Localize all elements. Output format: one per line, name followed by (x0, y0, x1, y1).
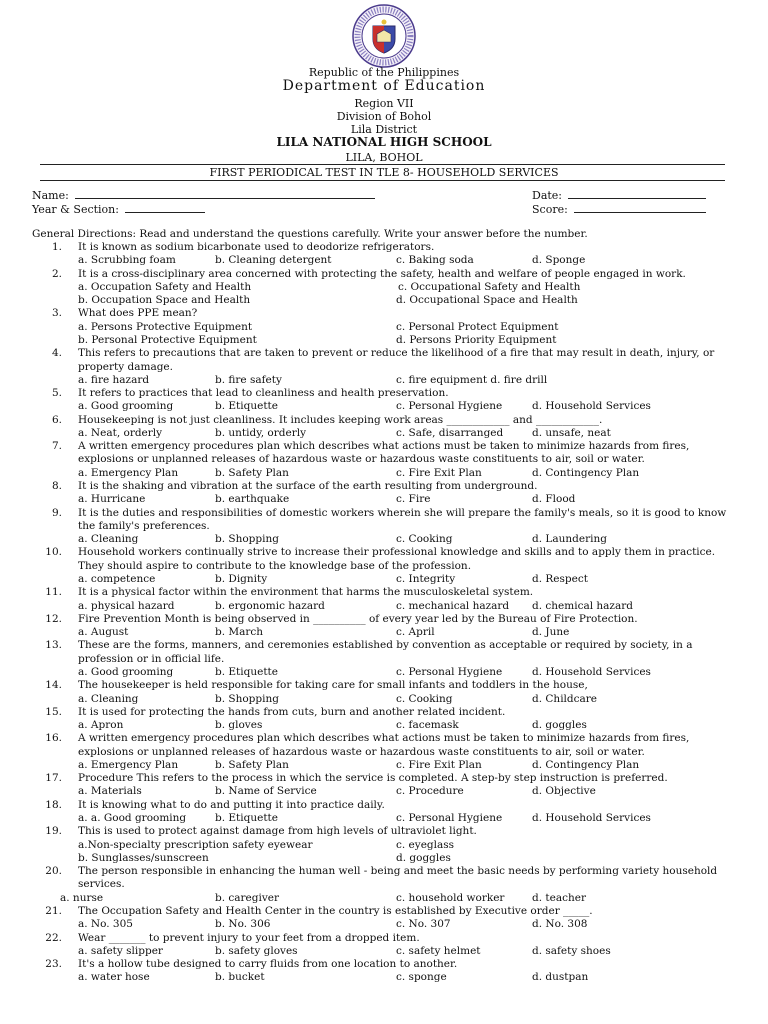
answer-option: c. Personal Hygiene (396, 400, 503, 412)
answer-option: d. safety shoes (532, 945, 611, 957)
question-number: 17. (45, 772, 62, 784)
header-division: Division of Bohol (336, 110, 432, 123)
answer-option: c. safety helmet (396, 945, 481, 957)
question-text (0, 639, 768, 651)
answer-option: d. Flood (532, 493, 576, 505)
answer-option: d. Contingency Plan (532, 467, 640, 479)
question-line: The Occupation Safety and Health Center in the country is established by Executive order _____. (78, 905, 593, 917)
question-number: 13. (45, 639, 62, 651)
question-number: 6. (51, 414, 62, 426)
question-text (0, 268, 768, 280)
question-text (0, 905, 768, 917)
question-text-continued (0, 653, 768, 665)
answer-option: c. Personal Hygiene (396, 812, 503, 824)
answer-option: a. water hose (78, 971, 150, 983)
question-line: The housekeeper is held responsible for taking care for small infants and toddlers in the house, (78, 679, 588, 691)
answer-option: a. Good grooming (78, 400, 174, 412)
question-number: 7. (51, 440, 62, 452)
answer-option: a. competence (78, 573, 156, 585)
answer-option: d. Contingency Plan (532, 759, 640, 771)
answer-option: a. safety slipper (78, 945, 163, 957)
question-text-continued (0, 746, 768, 758)
question-number: 18. (45, 799, 62, 811)
answer-option: c. household worker (396, 892, 505, 904)
answer-option: b. gloves (215, 719, 263, 731)
question-line: It is knowing what to do and putting it into practice daily. (78, 799, 385, 811)
answer-option: d. Objective (532, 785, 596, 797)
question-number: 22. (45, 932, 62, 944)
answer-option: c. mechanical hazard (396, 600, 510, 612)
name-field[interactable] (32, 188, 375, 202)
header-divider (40, 164, 725, 165)
answer-option: a. No. 305 (78, 918, 133, 930)
answer-option: c. No. 307 (396, 918, 451, 930)
answer-option: b. Etiquette (215, 812, 278, 824)
question-text (0, 307, 768, 319)
answer-option: c. Occupational Safety and Health (398, 281, 581, 293)
answer-option: d. Laundering (532, 533, 607, 545)
question-number: 3. (51, 307, 62, 319)
question-number: 4. (51, 347, 62, 359)
answer-option: c. Cooking (396, 693, 453, 705)
answer-option: c. Fire Exit Plan (396, 467, 482, 479)
answer-option: c. April (396, 626, 435, 638)
answer-option: b. Name of Service (215, 785, 317, 797)
question-number: 23. (45, 958, 62, 970)
question-line: It's a hollow tube designed to carry fluids from one location to another. (78, 958, 458, 970)
answer-option: c. Procedure (396, 785, 464, 797)
answer-option: d. dustpan (532, 971, 589, 983)
answer-option: c. Personal Protect Equipment (396, 321, 559, 333)
answer-option: b. caregiver (215, 892, 280, 904)
question-line: It is known as sodium bicarbonate used to deodorize refrigerators. (78, 241, 435, 253)
answer-option: a. Cleaning (78, 693, 139, 705)
answer-option: b. fire safety (215, 374, 282, 386)
year-section-blank[interactable] (125, 202, 205, 213)
general-directions: General Directions: Read and understand the questions carefully. Write your answer before the number. (32, 228, 588, 240)
answer-option: b. bucket (215, 971, 265, 983)
answer-option: a. Emergency Plan (78, 759, 179, 771)
answer-option: b. Shopping (215, 693, 279, 705)
answer-option: d. Household Services (532, 400, 651, 412)
question-text-continued (0, 520, 768, 532)
question-number: 5. (51, 387, 62, 399)
question-text (0, 613, 768, 625)
question-line: This is used to protect against damage from high levels of ultraviolet light. (78, 825, 477, 837)
question-line: The person responsible in enhancing the human well - being and meet the basic needs by performing variety household (78, 865, 718, 877)
answer-option: a. Apron (78, 719, 124, 731)
answer-option: d. unsafe, neat (532, 427, 611, 439)
score-blank[interactable] (574, 202, 706, 213)
answer-option: d. June (532, 626, 570, 638)
question-text (0, 958, 768, 970)
question-text (0, 241, 768, 253)
answer-option: c. eyeglass (396, 839, 455, 851)
answer-option: c. Baking soda (396, 254, 474, 266)
question-line: Fire Prevention Month is being observed in __________ of every year led by the Bureau of Fire Protection. (78, 613, 638, 625)
question-text (0, 586, 768, 598)
date-label: Date: (532, 189, 563, 202)
question-line: They should aspire to contribute to the knowledge base of the profession. (78, 560, 472, 572)
question-text (0, 732, 768, 744)
answer-option: b. March (215, 626, 264, 638)
question-number: 19. (45, 825, 62, 837)
answer-option: d. chemical hazard (532, 600, 633, 612)
answer-option: c. Fire (396, 493, 431, 505)
answer-option: b. safety gloves (215, 945, 298, 957)
question-line: These are the forms, manners, and ceremonies established by convention as acceptable or required by society, in a (78, 639, 693, 651)
score-label: Score: (532, 203, 568, 216)
answer-option: b. Sunglasses/sunscreen (78, 852, 209, 864)
question-number: 20. (45, 865, 62, 877)
year-section-field[interactable] (32, 202, 205, 216)
answer-option: a. nurse (60, 892, 104, 904)
answer-option: a.Non-specialty prescription safety eyewear (78, 839, 313, 851)
question-line: What does PPE mean? (78, 307, 198, 319)
answer-option: a. Persons Protective Equipment (78, 321, 253, 333)
answer-option: d. goggles (396, 852, 451, 864)
question-number: 1. (51, 241, 62, 253)
answer-option: c. facemask (396, 719, 459, 731)
answer-option: d. teacher (532, 892, 586, 904)
answer-option: d. No. 308 (532, 918, 588, 930)
question-line: explosions or unplanned releases of hazardous waste or hazardous waste constituents to air, soil or water. (78, 453, 645, 465)
question-text-continued (0, 878, 768, 890)
question-line: It is a physical factor within the environment that harms the musculoskeletal system. (78, 586, 534, 598)
answer-option: d. Household Services (532, 666, 651, 678)
answer-option: c. Personal Hygiene (396, 666, 503, 678)
score-field[interactable] (532, 202, 706, 216)
question-number: 16. (45, 732, 62, 744)
answer-option: a. fire hazard (78, 374, 150, 386)
header-district: Lila District (350, 123, 418, 136)
answer-option: d. Household Services (532, 812, 651, 824)
question-line: It refers to practices that lead to cleanliness and health preservation. (78, 387, 449, 399)
question-text (0, 799, 768, 811)
answer-option: d. Childcare (532, 693, 598, 705)
name-label: Name: (32, 189, 69, 202)
year-section-label: Year & Section: (32, 203, 119, 216)
deped-seal-icon (352, 4, 416, 68)
question-number: 15. (45, 706, 62, 718)
question-text (0, 480, 768, 492)
header-republic: Republic of the Philippines (308, 66, 460, 79)
answer-option: b. Personal Protective Equipment (78, 334, 257, 346)
answer-option: c. Cooking (396, 533, 453, 545)
answer-option: d. Occupational Space and Health (396, 294, 578, 306)
question-text (0, 865, 768, 877)
answer-option: c. Integrity (396, 573, 456, 585)
header-region: Region VII (354, 97, 414, 110)
question-text (0, 772, 768, 784)
question-line: It is a cross-disciplinary area concerned with protecting the safety, health and welfare of people engaged in work. (78, 268, 686, 280)
answer-option: a. Materials (78, 785, 142, 797)
answer-option: a. Good grooming (78, 666, 174, 678)
question-text (0, 414, 768, 426)
test-title: FIRST PERIODICAL TEST IN TLE 8- HOUSEHOLD SERVICES (209, 166, 559, 179)
title-divider (40, 180, 725, 181)
answer-option: b. Etiquette (215, 666, 278, 678)
answer-option: a. Emergency Plan (78, 467, 179, 479)
question-text (0, 347, 768, 359)
answer-option: b. Cleaning detergent (215, 254, 332, 266)
answer-option: a. physical hazard (78, 600, 175, 612)
question-number: 8. (51, 480, 62, 492)
question-line: explosions or unplanned releases of hazardous waste or hazardous waste constituents to air, soil or water. (78, 746, 645, 758)
question-line: Household workers continually strive to increase their professional knowledge and skills and to apply them in practice. (78, 546, 716, 558)
answer-option: b. Safety Plan (215, 467, 289, 479)
answer-option: c. Safe, disarranged (396, 427, 504, 439)
header-school: LILA NATIONAL HIGH SCHOOL (276, 135, 492, 149)
question-text (0, 706, 768, 718)
answer-option: d. Persons Priority Equipment (396, 334, 557, 346)
question-line: It is used for protecting the hands from cuts, burn and another related incident. (78, 706, 506, 718)
question-line: A written emergency procedures plan which describes what actions must be taken to minimize hazards from fires, (78, 440, 690, 452)
date-field[interactable] (532, 188, 706, 202)
answer-option: a. Hurricane (78, 493, 146, 505)
answer-option: c. sponge (396, 971, 447, 983)
question-number: 9. (51, 507, 62, 519)
answer-option: b. No. 306 (215, 918, 271, 930)
answer-option: c. fire equipment d. fire drill (396, 374, 548, 386)
question-text-continued (0, 361, 768, 373)
question-text-continued (0, 560, 768, 572)
question-text (0, 679, 768, 691)
question-line: Housekeeping is not just cleanliness. It includes keeping work areas ____________ and ____________. (78, 414, 603, 426)
question-number: 21. (45, 905, 62, 917)
question-text (0, 387, 768, 399)
answer-option: b. Shopping (215, 533, 279, 545)
question-line: It is the shaking and vibration at the surface of the earth resulting from underground. (78, 480, 538, 492)
question-line: the family's preferences. (78, 520, 210, 532)
question-number: 2. (51, 268, 62, 280)
question-line: Procedure This refers to the process in which the service is completed. A step-by step instruction is preferred. (78, 772, 668, 784)
answer-option: c. Fire Exit Plan (396, 759, 482, 771)
question-number: 11. (45, 586, 62, 598)
header-department: Department of Education (282, 78, 486, 94)
answer-option: a. Scrubbing foam (78, 254, 176, 266)
question-line: services. (78, 878, 125, 890)
answer-option: d. goggles (532, 719, 587, 731)
date-blank[interactable] (568, 188, 706, 199)
answer-option: d. Respect (532, 573, 588, 585)
answer-option: a. Cleaning (78, 533, 139, 545)
question-line: It is the duties and responsibilities of domestic workers wherein she will prepare the family's meals, so it is good to know (78, 507, 727, 519)
answer-option: b. Occupation Space and Health (78, 294, 251, 306)
question-line: Wear _______ to prevent injury to your feet from a dropped item. (78, 932, 420, 944)
answer-option: a. a. Good grooming (78, 812, 187, 824)
question-line: A written emergency procedures plan which describes what actions must be taken to minimize hazards from fires, (78, 732, 690, 744)
question-number: 12. (45, 613, 62, 625)
answer-option: b. earthquake (215, 493, 290, 505)
answer-option: b. Etiquette (215, 400, 278, 412)
answer-option: b. Dignity (215, 573, 268, 585)
name-blank[interactable] (75, 188, 375, 199)
question-line: property damage. (78, 361, 173, 373)
answer-option: a. Neat, orderly (78, 427, 163, 439)
question-line: This refers to precautions that are taken to prevent or reduce the likelihood of a fire that may result in death, injury, or (78, 347, 715, 359)
question-number: 10. (45, 546, 62, 558)
question-number: 14. (45, 679, 62, 691)
answer-option: a. August (78, 626, 129, 638)
question-text (0, 440, 768, 452)
question-text (0, 507, 768, 519)
question-text (0, 932, 768, 944)
answer-option: b. untidy, orderly (215, 427, 307, 439)
question-text-continued (0, 453, 768, 465)
answer-option: b. Safety Plan (215, 759, 289, 771)
answer-option: b. ergonomic hazard (215, 600, 325, 612)
header-location: LILA, BOHOL (345, 151, 423, 164)
question-line: profession or in official life. (78, 653, 225, 665)
question-text (0, 825, 768, 837)
answer-option: a. Occupation Safety and Health (78, 281, 252, 293)
answer-option: d. Sponge (532, 254, 586, 266)
question-text (0, 546, 768, 558)
